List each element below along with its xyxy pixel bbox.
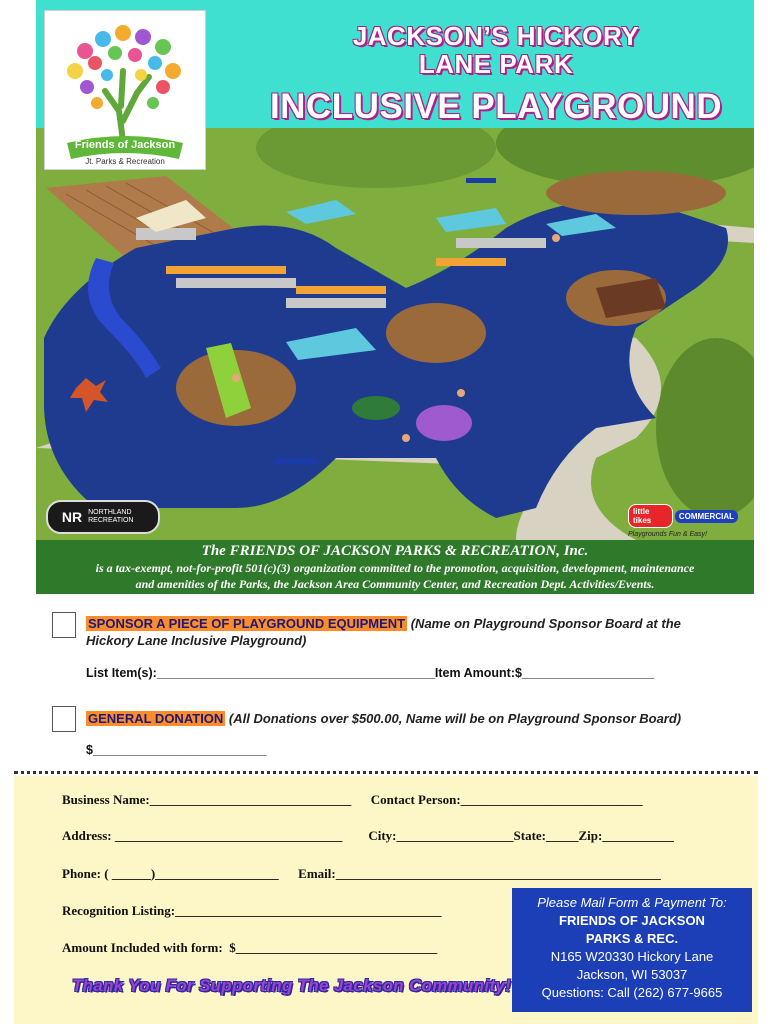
logo-name: Friends of Jackson (74, 139, 176, 151)
donation-title: GENERAL DONATION (88, 711, 224, 726)
title-line-3: INCLUSIVE PLAYGROUND (269, 87, 723, 126)
mail-street: N165 W20330 Hickory Lane (550, 949, 714, 964)
address-field[interactable]: Address: ___________________________________ City:__________________State:_____Zip:___________ (62, 828, 674, 843)
mail-city: Jackson, WI 53037 (576, 967, 688, 982)
donation-option-title (86, 711, 756, 726)
list-item-field[interactable]: List Item(s):________________________________________Item Amount:$___________________ (86, 666, 655, 680)
mail-org-line-1: FRIENDS OF JACKSON (559, 913, 705, 928)
little-tikes-badge: little tikes (628, 504, 673, 528)
playground-rendering (36, 128, 754, 540)
title-line-2: LANE PARK (418, 49, 574, 79)
mail-org-line-2: PARKS & REC. (585, 931, 679, 946)
mail-heading: Please Mail Form & Payment To: (537, 895, 727, 910)
mail-phone: Questions: Call (262) 677-9665 (541, 985, 723, 1000)
phone-email-field[interactable]: Phone: ( ______)___________________ Email:__________________________________________________ (62, 866, 661, 881)
logo-subtitle: Jt. Parks & Recreation (85, 157, 165, 166)
donation-note: (All Donations over $500.00, Name will be on Playground Sponsor Board) (225, 711, 682, 726)
mailing-address-box (512, 888, 752, 1012)
organization-banner (36, 540, 754, 594)
organization-description-2: and amenities of the Parks, the Jackson Area Community Center, and Recreation Dept. Activities/Events. (135, 577, 655, 591)
sponsor-checkbox[interactable] (52, 612, 76, 638)
sponsor-note-line-2: Hickory Lane Inclusive Playground) (86, 633, 307, 648)
amount-included-field[interactable]: Amount Included with form: $_______________________________ (62, 940, 438, 955)
business-name-field[interactable]: Business Name:_______________________________ Contact Person:____________________________ (62, 792, 643, 807)
little-tikes-logo (628, 504, 738, 538)
organization-description-1: is a tax-exempt, not-for-profit 501(c)(3) organization committed to the promotion, acquisition, development, maintenance (95, 561, 695, 575)
donation-checkbox[interactable] (52, 706, 76, 732)
recognition-listing-field[interactable]: Recognition Listing:_________________________________________ (62, 903, 442, 918)
sponsor-note: (Name on Playground Sponsor Board at the (407, 616, 681, 631)
commercial-label: COMMERCIAL (675, 510, 738, 523)
organization-name: The FRIENDS OF JACKSON PARKS & RECREATION, Inc. (201, 543, 589, 559)
friends-of-jackson-logo (44, 10, 206, 170)
sponsor-option-title (86, 616, 756, 631)
playground-illustration (36, 128, 754, 540)
title-line-1: JACKSON’S HICKORY (352, 21, 640, 51)
thank-you-message: Thank You For Supporting The Jackson Community! (72, 976, 512, 995)
northland-text: NORTHLAND RECREATION (88, 509, 134, 524)
sponsor-title: SPONSOR A PIECE OF PLAYGROUND EQUIPMENT (88, 616, 406, 631)
donation-amount-field[interactable]: $_________________________ (86, 743, 267, 757)
section-divider (14, 771, 758, 774)
northland-mark: NR (61, 509, 83, 525)
little-tikes-tagline: Playgrounds Fun & Easy! (628, 531, 707, 538)
northland-recreation-logo (46, 500, 160, 534)
